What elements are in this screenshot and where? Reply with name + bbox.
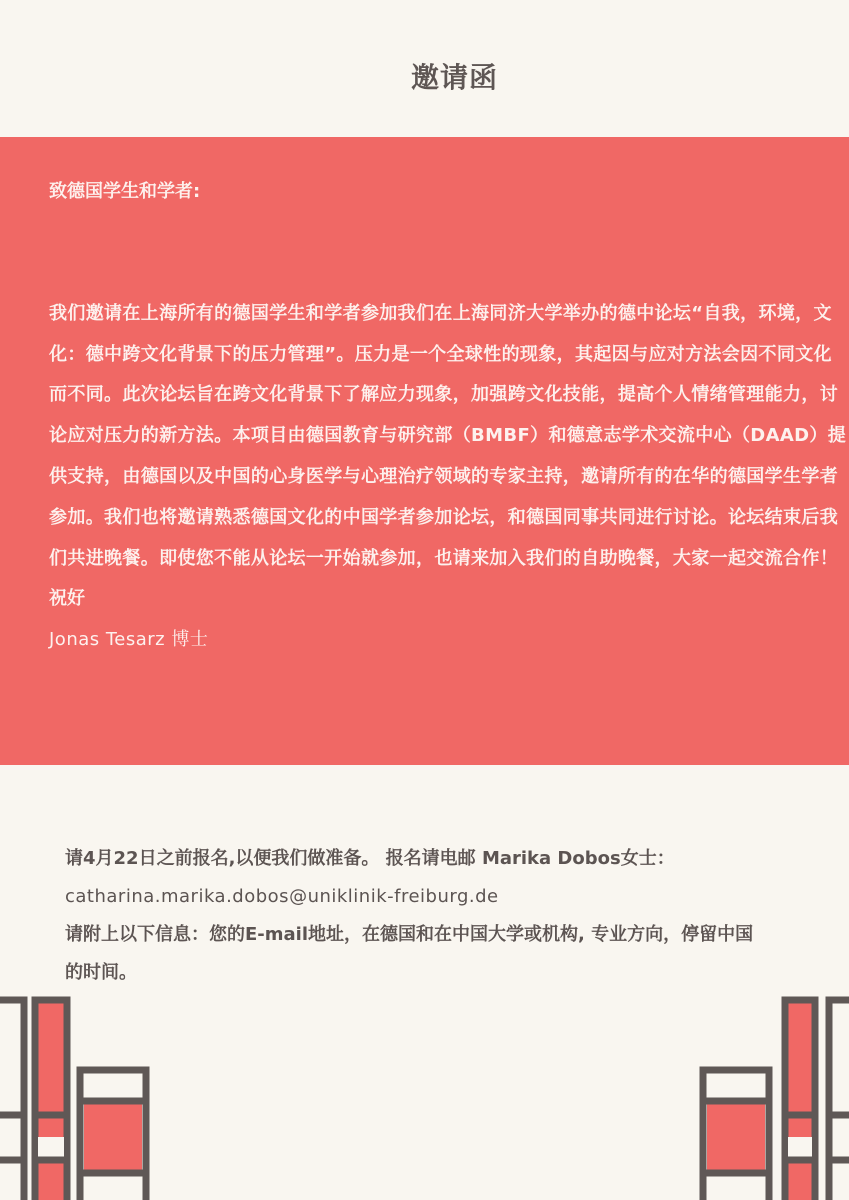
letter-closing: 祝好 bbox=[49, 588, 85, 610]
shelf-right-outer bbox=[829, 1000, 849, 1200]
shelf-left-middle bbox=[35, 1000, 67, 1200]
page-title: 邀请函 bbox=[410, 61, 498, 94]
registration-email[interactable]: catharina.marika.dobos@uniklinik-freiburg.de bbox=[65, 886, 499, 907]
bookshelf-left-icon bbox=[0, 995, 160, 1200]
shelf-right-front bbox=[703, 1070, 769, 1200]
letter-salutation: 致德国学生和学者: bbox=[49, 181, 201, 202]
registration-info bbox=[65, 840, 765, 992]
letter-body: 我们邀请在上海所有的德国学生和学者参加我们在上海同济大学举办的德中论坛“自我，环境，文化：德中跨文化背景下的压力管理”。压力是一个全球性的现象，其起因与应对方法会因不同文化而不同。此次论坛旨在跨文化背景下了解应力现象，加强跨文化技能，提高个人情绪管理能力，讨论应对压力的新方法。本项目由德国教育与研究部（BMBF）和德意志学术交流中心（DAAD）提供支持，由德国以及中国的心身医学与心理治疗领域的专家主持，邀请所有的在华的德国学生学者参加。我们也将邀请熟悉德国文化的中国学者参加论坛，和德国同事共同进行讨论。论坛结束后我们共进晚餐。即使您不能从论坛一开始就参加，也请来加入我们的自助晚餐，大家一起交流合作！ bbox=[49, 302, 847, 569]
shelf-left-front bbox=[80, 1070, 146, 1200]
bookshelf-right-icon bbox=[689, 995, 849, 1200]
letter-signature: Jonas Tesarz 博士 bbox=[49, 629, 209, 651]
shelf-right-middle bbox=[785, 1000, 815, 1200]
registration-deadline: 请4月22日之前报名,以便我们做准备。 报名请电邮 Marika Dobos女士： bbox=[65, 848, 675, 869]
letter-content bbox=[49, 172, 847, 661]
shelf-left-outer bbox=[0, 1000, 24, 1200]
registration-requirements: 请附上以下信息：您的E-mail地址，在德国和在中国大学或机构, 专业方向，停留中国的时间。 bbox=[65, 924, 754, 983]
